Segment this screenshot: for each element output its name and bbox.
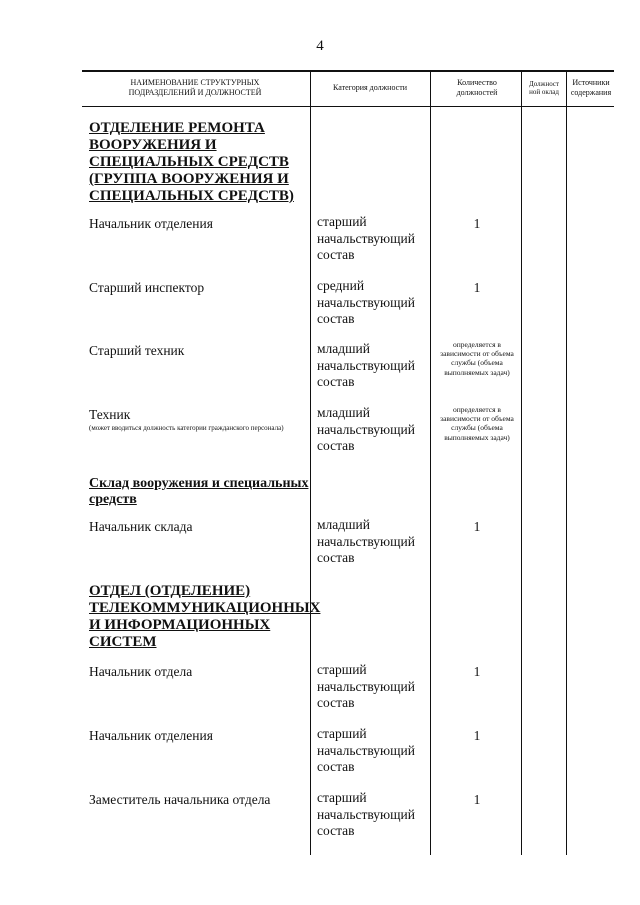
position-category: старший начальствующий состав xyxy=(317,214,415,262)
header-category: Категория должности xyxy=(333,83,407,92)
position-name xyxy=(89,519,309,535)
position-quantity: 1 xyxy=(473,216,481,231)
position-quantity: определяется в зависимости от объема службы (объема выполняемых задач) xyxy=(440,340,514,377)
position-label: Заместитель начальника отдела xyxy=(89,792,271,807)
position-quantity: 1 xyxy=(473,280,481,295)
position-quantity: 1 xyxy=(473,792,481,807)
position-name xyxy=(89,792,309,808)
position-label: Начальник отделения xyxy=(89,216,213,231)
position-category: младший начальствующий состав xyxy=(317,341,415,389)
page-number: 4 xyxy=(316,38,324,54)
column-divider xyxy=(566,70,567,855)
position-quantity: 1 xyxy=(473,728,481,743)
position-category: старший начальствующий состав xyxy=(317,790,415,838)
position-category: средний начальствующий состав xyxy=(317,278,415,326)
header-salary: Должност ной оклад xyxy=(528,79,560,96)
position-name xyxy=(89,728,309,744)
header-sources: Источники содержания xyxy=(570,78,612,97)
position-name xyxy=(89,280,309,296)
position-label: Старший техник xyxy=(89,343,185,358)
position-label: Начальник отделения xyxy=(89,728,213,743)
position-label: Начальник склада xyxy=(89,519,193,534)
position-note: (может вводиться должность категории гражданского персонала) xyxy=(89,424,284,432)
position-quantity: 1 xyxy=(473,519,481,534)
position-category: младший начальствующий состав xyxy=(317,405,415,453)
position-label: Техник xyxy=(89,407,131,422)
position-category: младший начальствующий состав xyxy=(317,517,415,565)
header-name: НАИМЕНОВАНИЕ СТРУКТУРНЫХ ПОДРАЗДЕЛЕНИЙ И ДОЛЖНОСТЕЙ xyxy=(128,78,262,97)
section-title: Склад вооружения и специальных средств xyxy=(89,476,309,507)
position-category: старший начальствующий состав xyxy=(317,726,415,774)
position-quantity: определяется в зависимости от объема службы (объема выполняемых задач) xyxy=(440,405,514,442)
staff-table xyxy=(82,70,614,855)
position-label: Начальник отдела xyxy=(89,664,193,679)
header-quantity: Количество должностей xyxy=(456,78,498,97)
header-bottom-rule xyxy=(82,106,614,107)
position-name xyxy=(89,407,309,433)
position-name xyxy=(89,216,309,232)
position-name xyxy=(89,664,309,680)
position-name xyxy=(89,343,309,359)
column-divider xyxy=(310,70,311,855)
section-title: ОТДЕЛ (ОТДЕЛЕНИЕ) ТЕЛЕКОММУНИКАЦИОННЫХ И ИНФОРМАЦИОННЫХ СИСТЕМ xyxy=(89,583,321,650)
position-label: Старший инспектор xyxy=(89,280,205,295)
section-title: ОТДЕЛЕНИЕ РЕМОНТА ВООРУЖЕНИЯ И СПЕЦИАЛЬНЫХ СРЕДСТВ (ГРУППА ВООРУЖЕНИЯ И СПЕЦИАЛЬНЫХ СРЕДСТВ) xyxy=(89,120,294,204)
position-quantity: 1 xyxy=(473,664,481,679)
position-category: старший начальствующий состав xyxy=(317,662,415,710)
